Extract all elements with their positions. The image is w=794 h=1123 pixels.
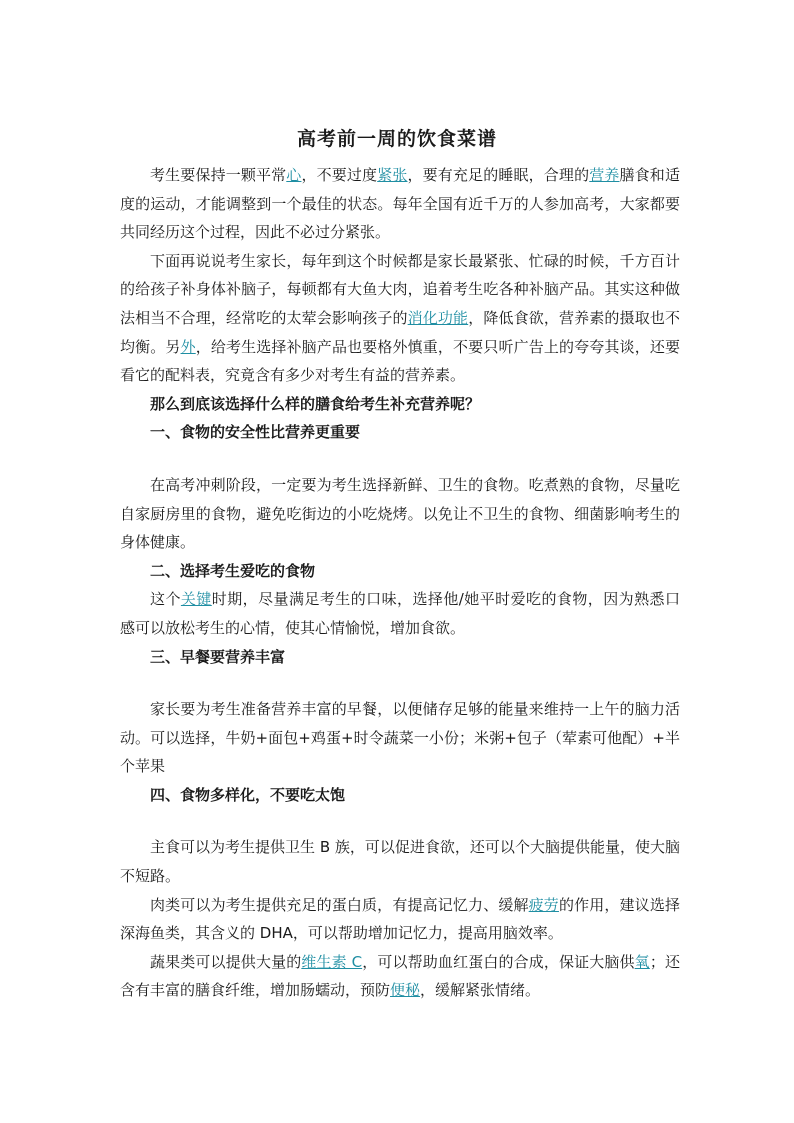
link-fatigue[interactable]: 疲劳	[528, 895, 559, 914]
text-span: ，给考生选择补脑产品也要格外慎重，不要只听广告上的夸夸其谈，还要看它的配料表，究竟含有多少对考生有益的营养素。	[120, 337, 680, 385]
paragraph-parents	[120, 247, 680, 390]
text-span: ，可以帮助血红蛋白的合成，保证大脑供	[362, 952, 635, 971]
paragraph-safety: 在高考冲刺阶段，一定要为考生选择新鲜、卫生的食物。吃煮熟的食物，尽量吃自家厨房里的食物，避免吃街边的小吃烧烤。以免让不卫生的食物、细菌影响考生的身体健康。	[120, 475, 680, 552]
paragraph-vegetables	[120, 948, 680, 1005]
text-span: 蔬果类可以提供大量的	[150, 952, 302, 971]
text-span: 下面再说说考生家长，每年到这个时候都是家长最紧张、忙碌的时候，千方百计的给孩子补身体补脑子，每顿都有大鱼大肉，追着考生吃各种补脑产品。其实这种做法相当不合理，经常吃的太荤会影响孩子的	[120, 251, 680, 327]
text-span: ，缓解紧张情绪。	[420, 981, 541, 1000]
question-heading: 那么到底该选择什么样的膳食给考生补充营养呢？	[150, 394, 481, 413]
text-span: 时期，尽量满足考生的口味，选择他/她平时爱吃的食物，因为熟悉口感可以放松考生的心情，使其心情愉悦，增加食欲。	[120, 590, 680, 637]
spacer	[120, 447, 680, 471]
document-body	[120, 161, 680, 1005]
text-span: 考生要保持一颗平常	[150, 166, 287, 184]
paragraph-breakfast: 家长要为考生准备营养丰富的早餐，以便储存足够的能量来维持一上午的脑力活动。可以选择，牛奶+面包+鸡蛋+时令蔬菜一小份；米粥+包子（荤素可他配）+半个苹果	[120, 700, 680, 776]
text-span: ，不要过度	[301, 166, 378, 184]
link-heart[interactable]: 心	[286, 166, 302, 184]
section-heading-4: 四、食物多样化，不要吃太饱	[150, 785, 346, 804]
link-nervous[interactable]: 紧张	[377, 166, 408, 184]
text-span: 这个	[150, 590, 181, 609]
spacer	[120, 671, 680, 695]
text-span: ，要有充足的睡眠，合理的	[407, 166, 590, 184]
text-span: 的作用，建议选择深海鱼类，其含义的 DHA，可以帮助增加记忆力，提高用脑效率。	[120, 895, 680, 943]
link-key[interactable]: 关键	[180, 590, 212, 609]
text-span: 膳食和适度的运动，才能调整到一个最佳的状态。每年全国有近千万的人参加高考，大家都要共同经历这个过程，因此不必过分紧张。	[120, 166, 680, 242]
section-heading-3: 三、早餐要营养丰富	[150, 647, 286, 666]
link-digestion[interactable]: 消化功能	[407, 308, 469, 327]
link-outside[interactable]: 外	[180, 337, 196, 356]
text-span: ，降低食欲，营养素的摄取也不均衡。另	[120, 308, 680, 356]
section-heading-2: 二、选择考生爱吃的食物	[150, 561, 316, 580]
paragraph-meat	[120, 891, 680, 948]
paragraph-staple-food: 主食可以为考生提供卫生 B 族，可以促进食欲，还可以个大脑提供能量，使大脑不短路。	[120, 838, 680, 886]
page-title: 高考前一周的饮食菜谱	[296, 128, 497, 150]
text-span: 肉类可以为考生提供充足的蛋白质，有提高记忆力、缓解	[150, 895, 529, 914]
paragraph-intro	[120, 161, 680, 247]
link-vitamin-c[interactable]: 维生素 C	[301, 952, 363, 971]
link-nutrition[interactable]: 营养	[589, 166, 620, 184]
section-heading-1: 一、食物的安全性比营养更重要	[150, 423, 361, 442]
text-span: ；还含有丰富的膳食纤维，增加肠蠕动，预防	[120, 952, 680, 1000]
link-constipation[interactable]: 便秘	[390, 981, 421, 1000]
paragraph-favorite-food	[120, 585, 680, 642]
spacer	[120, 809, 680, 833]
link-oxygen[interactable]: 氧	[634, 952, 650, 971]
